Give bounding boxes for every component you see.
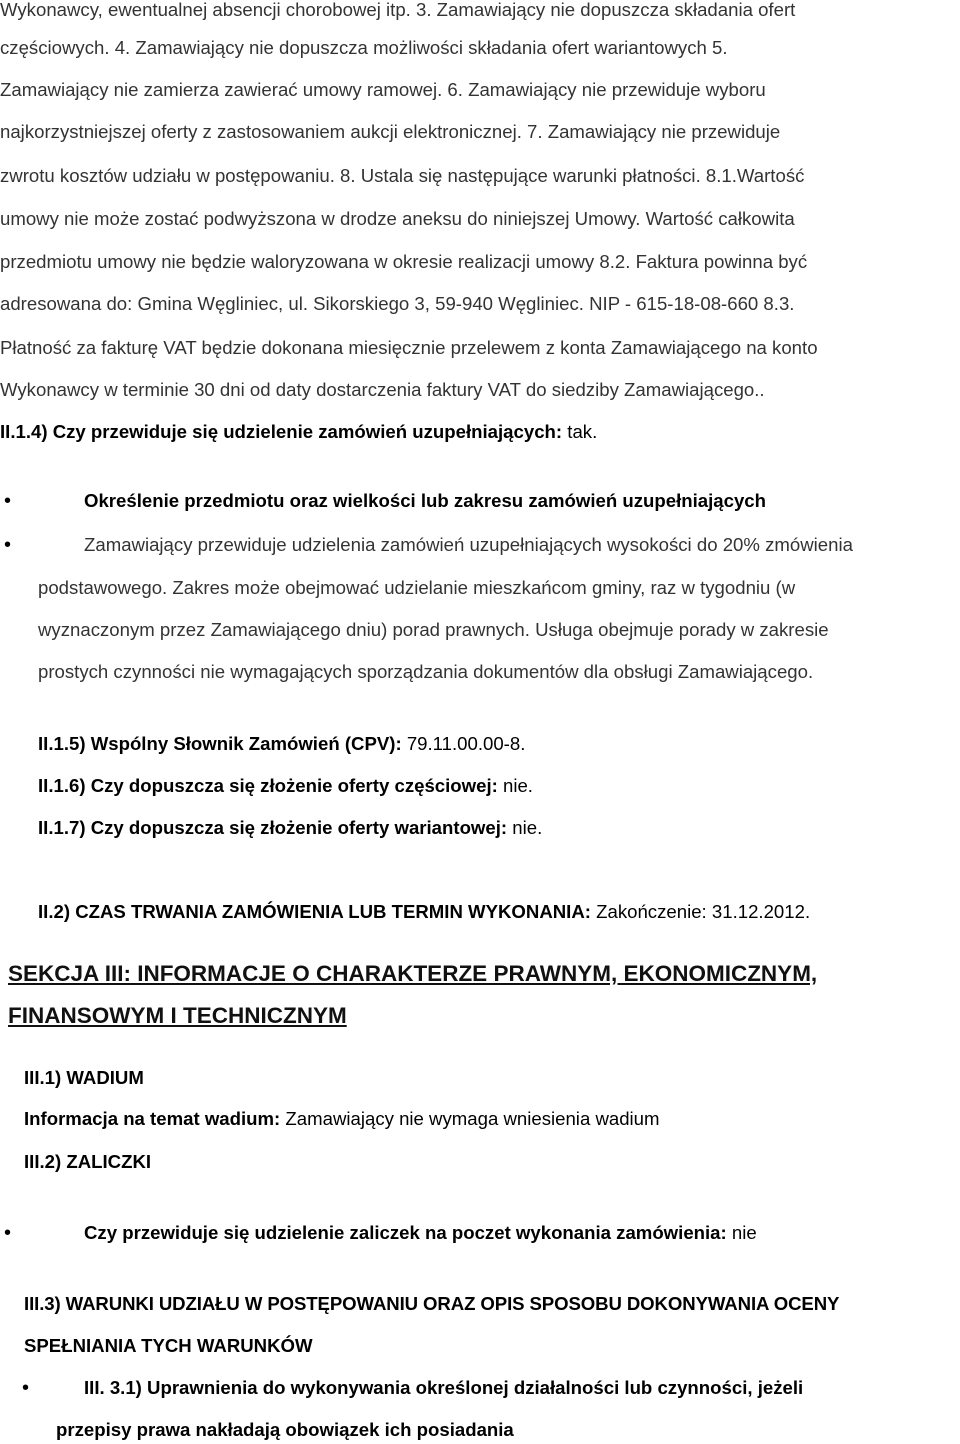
section-title-line-1: SEKCJA III: INFORMACJE O CHARAKTERZE PRAWNYM, EKONOMICZNYM,	[8, 961, 818, 986]
field-value: Zamawiający nie wymaga wniesienia wadium	[280, 1108, 660, 1129]
warunki-heading-line-1: III.3) WARUNKI UDZIAŁU W POSTĘPOWANIU ORAZ OPIS SPOSOBU DOKONYWANIA OCENY	[24, 1293, 840, 1314]
intro-line-7: przedmiotu umowy nie będzie waloryzowana w okresie realizacji umowy 8.2. Faktura powinna być	[0, 251, 808, 272]
field-label: II.1.7) Czy dopuszcza się złożenie oferty wariantowej:	[38, 817, 508, 838]
bullet-icon: •	[4, 490, 12, 512]
field-label: II.1.4) Czy przewiduje się udzielenie zamówień uzupełniających:	[0, 421, 563, 442]
intro-line-8: adresowana do: Gmina Węgliniec, ul. Sikorskiego 3, 59-940 Węgliniec. NIP - 615-18-08-660 8.3.	[0, 293, 795, 314]
section-title-line-2: FINANSOWYM I TECHNICZNYM	[8, 1003, 347, 1028]
bullet-icon: •	[22, 1377, 30, 1399]
field-supplementary-orders	[0, 421, 597, 443]
uprawnienia-line-1: III. 3.1) Uprawnienia do wykonywania określonej działalności lub czynności, jeżeli	[84, 1377, 804, 1398]
field-wadium	[24, 1108, 660, 1130]
field-duration	[38, 901, 810, 923]
supplementary-line-4: prostych czynności nie wymagających sporządzania dokumentów dla obsługi Zamawiającego.	[38, 661, 814, 682]
intro-line-1: Wykonawcy, ewentualnej absencji chorobowej itp. 3. Zamawiający nie dopuszcza składania ofert	[0, 0, 796, 20]
intro-line-5: zwrotu kosztów udziału w postępowaniu. 8. Ustala się następujące warunki płatności. 8.1.Wartość	[0, 165, 805, 186]
field-value: nie	[726, 1222, 757, 1243]
zaliczki-heading: III.2) ZALICZKI	[24, 1151, 152, 1172]
supplementary-line-3: wyznaczonym przez Zamawiającego dniu) porad prawnych. Usługa obejmuje porady w zakresie	[38, 619, 829, 640]
intro-line-10: Wykonawcy w terminie 30 dni od daty dostarczenia faktury VAT do siedziby Zamawiającego..	[0, 379, 765, 400]
field-value: Zakończenie: 31.12.2012.	[590, 901, 811, 922]
field-label: II.1.6) Czy dopuszcza się złożenie oferty częściowej:	[38, 775, 498, 796]
uprawnienia-line-2: przepisy prawa nakładają obowiązek ich posiadania	[56, 1419, 514, 1440]
field-value: tak.	[562, 421, 598, 442]
field-value: 79.11.00.00-8.	[401, 733, 526, 754]
bullet-icon: •	[4, 534, 12, 556]
intro-line-2: częściowych. 4. Zamawiający nie dopuszcza możliwości składania ofert wariantowych 5.	[0, 37, 728, 58]
field-partial-offer	[38, 775, 533, 797]
wadium-heading: III.1) WADIUM	[24, 1067, 144, 1088]
field-label: II.2) CZAS TRWANIA ZAMÓWIENIA LUB TERMIN WYKONANIA:	[38, 901, 591, 922]
intro-line-6: umowy nie może zostać podwyższona w drodze aneksu do niniejszej Umowy. Wartość całkowita	[0, 208, 795, 229]
intro-line-4: najkorzystniejszej oferty z zastosowaniem aukcji elektronicznej. 7. Zamawiający nie przewiduje	[0, 121, 781, 142]
supplementary-line-1: Zamawiający przewiduje udzielenia zamówień uzupełniających wysokości do 20% zmówienia	[84, 534, 853, 555]
bullet-icon: •	[4, 1222, 12, 1244]
warunki-heading-line-2: SPEŁNIANIA TYCH WARUNKÓW	[24, 1335, 313, 1356]
field-value: nie.	[497, 775, 533, 796]
field-cpv	[38, 733, 525, 755]
field-value: nie.	[507, 817, 543, 838]
field-zaliczki	[84, 1222, 757, 1244]
field-variant-offer	[38, 817, 542, 839]
field-label: II.1.5) Wspólny Słownik Zamówień (CPV):	[38, 733, 402, 754]
intro-line-9: Płatność za fakturę VAT będzie dokonana miesięcznie przelewem z konta Zamawiającego na konto	[0, 337, 818, 358]
supplementary-heading: Określenie przedmiotu oraz wielkości lub zakresu zamówień uzupełniających	[84, 490, 766, 511]
intro-line-3: Zamawiający nie zamierza zawierać umowy ramowej. 6. Zamawiający nie przewiduje wyboru	[0, 79, 766, 100]
supplementary-line-2: podstawowego. Zakres może obejmować udzielanie mieszkańcom gminy, raz w tygodniu (w	[38, 577, 796, 598]
field-label: Informacja na temat wadium:	[24, 1108, 281, 1129]
field-label: Czy przewiduje się udzielenie zaliczek na poczet wykonania zamówienia:	[84, 1222, 727, 1243]
